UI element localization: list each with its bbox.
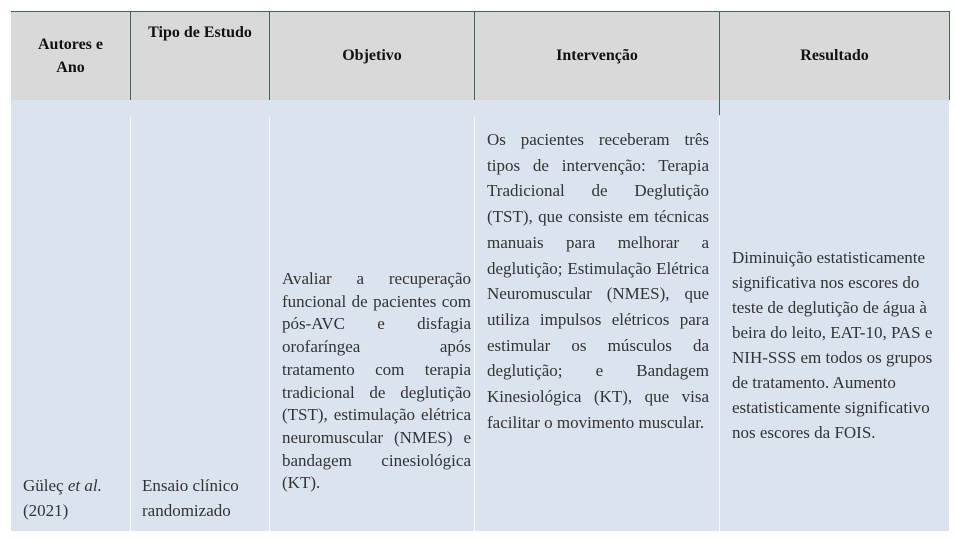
cell-objetivo: Avaliar a recuperação funcional de pacientes com pós-AVC e disfagia orofaríngea após tratamento com terapia tradicional de deglutição (TST), estimulação elétrica neuromuscular (NMES) e bandagem cinesiológica (KT). (282, 269, 471, 493)
body-divider (269, 117, 270, 531)
cell-autores (23, 473, 127, 523)
header-tipo-label: Tipo de Estudo (148, 24, 252, 41)
author-year: (2021) (23, 501, 69, 520)
header-autores (11, 11, 130, 100)
header-tipo (131, 11, 269, 100)
author-etal: et al. (67, 476, 102, 495)
header-resultado (720, 11, 949, 100)
header-intervencao-label: Intervenção (556, 47, 638, 64)
cell-tipo: Ensaio clínico randomizado (142, 476, 239, 520)
results-table (11, 11, 949, 531)
column-divider (719, 11, 720, 115)
cell-intervencao: Os pacientes receberam três tipos de intervenção: Terapia Tradicional de Deglutição (TST), que consiste em técnicas manuais para melhorar a deglutição; Estimulação Elétrica Neuromuscular (NMES), que utiliza impulsos elétricos para estimular os músculos da deglutição; e Bandagem Kinesiológica (KT), que visa facilitar o movimento muscular. (487, 130, 709, 432)
author-name: Güleç (23, 476, 64, 495)
column-divider (130, 11, 131, 100)
body-divider (130, 117, 131, 531)
header-autores-label: Autores e Ano (37, 36, 104, 76)
column-divider (269, 11, 270, 100)
cell-resultado: Diminuição estatisticamente significativa nos escores do teste de deglutição de água à beira do leito, EAT-10, PAS e NIH-SSS em todos os grupos de tratamento. Aumento estatisticamente significativo nos escores da FOIS. (732, 248, 933, 442)
body-divider (719, 117, 720, 531)
column-divider (949, 11, 950, 100)
header-intervencao (475, 11, 719, 100)
header-objetivo-label: Objetivo (342, 47, 402, 64)
column-divider (474, 11, 475, 100)
header-resultado-label: Resultado (800, 47, 869, 64)
header-objetivo (270, 11, 474, 100)
body-divider (474, 117, 475, 531)
